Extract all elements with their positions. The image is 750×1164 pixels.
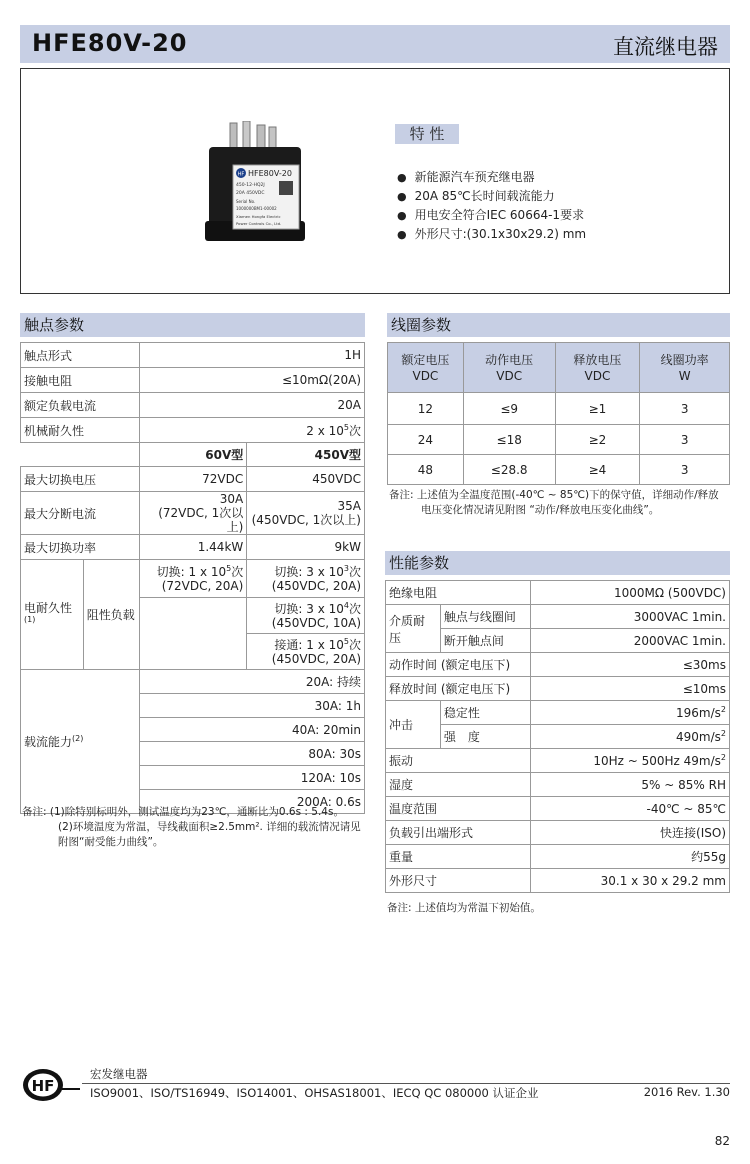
table-row: 最大分断电流 30A (72VDC, 1次以上) 35A (450VDC, 1次以上) <box>21 492 365 535</box>
table-row: 40A: 20min <box>21 718 365 742</box>
table-row: 切换: 3 x $10^4$次 (450VDC, 10A) <box>21 598 365 634</box>
table-row: 温度范围 -40℃ ~ 85℃ <box>386 797 730 821</box>
relay-label-model: HFE80V-20 <box>248 169 292 178</box>
model-title: HFE80V-20 <box>32 29 188 57</box>
table-row: 12 ≤9 ≥1 3 <box>388 393 730 425</box>
relay-label-maker: Xiamen Hongfa Electric <box>236 214 281 219</box>
table-row: 重量 约55g <box>386 845 730 869</box>
table-row: 24 ≤18 ≥2 3 <box>388 425 730 455</box>
table-row: 振动 10Hz ~ 500Hz $49m/s^2$ <box>386 749 730 773</box>
table-row: 绝缘电阻 1000MΩ (500VDC) <box>386 581 730 605</box>
product-type: 直流继电器 <box>613 35 718 59</box>
table-row: 120A: 10s <box>21 766 365 790</box>
relay-label-serial: Serial No. <box>236 199 256 204</box>
performance-section-title: 性能参数 <box>385 551 730 575</box>
table-row: 80A: 30s <box>21 742 365 766</box>
table-row: 接通: 1 x $10^5$次 (450VDC, 20A) <box>21 634 365 670</box>
table-row: 额定负载电流 20A <box>21 393 365 418</box>
table-row: 200A: 0.6s <box>21 790 365 814</box>
table-row: 释放时间 (额定电压下) ≤10ms <box>386 677 730 701</box>
relay-product-image <box>205 121 310 249</box>
table-row: 48 ≤28.8 ≥4 3 <box>388 455 730 485</box>
table-row: 最大切换功率 1.44kW 9kW <box>21 535 365 560</box>
relay-label-maker-2: Power Controls Co., Ltd. <box>236 221 282 226</box>
relay-label-serial-no: 1000000BM1-00002 <box>236 206 277 211</box>
contact-table <box>20 342 365 814</box>
footer-divider <box>82 1083 730 1084</box>
table-row: 介质耐压 触点与线圈间 3000VAC 1min. <box>386 605 730 629</box>
table-row: 冲击 稳定性 $196m/s^2$ <box>386 701 730 725</box>
table-row: 负载引出端形式 快连接(ISO) <box>386 821 730 845</box>
type-60v-header: 60V型 <box>139 443 247 467</box>
header-bar <box>20 25 730 63</box>
table-row: 动作时间 (额定电压下) ≤30ms <box>386 653 730 677</box>
coil-section-title: 线圈参数 <box>387 313 730 337</box>
coil-notes: 备注: 上述值为全温度范围(-40℃ ~ 85℃)下的保守值，详细动作/释放 电压变化情况请见附图 “动作/释放电压变化曲线”。 <box>389 489 719 516</box>
revision: 2016 Rev. 1.30 <box>643 1085 730 1099</box>
table-row: 电耐久性$^{(1)}$ 阻性负载 切换: 1 x $10^5$次 (72VDC, 20A) 切换: 3 x $10^3$次 (450VDC, 20A) <box>21 560 365 598</box>
table-row: 湿度 5% ~ 85% RH <box>386 773 730 797</box>
table-row: 机械耐久性 2 x $10^5$次 <box>21 418 365 443</box>
table-row: 30A: 1h <box>21 694 365 718</box>
table-row: 触点形式 1H <box>21 343 365 368</box>
features-list <box>397 168 586 244</box>
table-row: 断开触点间 2000VAC 1min. <box>386 629 730 653</box>
page-number: 82 <box>714 1134 730 1148</box>
feature-item: ● 20A 85℃长时间载流能力 <box>397 187 586 206</box>
table-row: 外形尺寸 30.1 x 30 x 29.2 mm <box>386 869 730 893</box>
certifications: ISO9001、ISO/TS16949、ISO14001、OHSAS18001、IECQ QC 080000 认证企业 <box>90 1086 539 1100</box>
company-name: 宏发继电器 <box>90 1067 148 1081</box>
table-row: 强 度 $490m/s^2$ <box>386 725 730 749</box>
qr-code-icon <box>279 181 293 195</box>
type-450v-header: 450V型 <box>247 443 365 467</box>
logo-text: HF <box>31 1077 55 1095</box>
relay-brand-mark: HF <box>237 171 245 178</box>
table-row: 最大切换电压 72VDC 450VDC <box>21 467 365 492</box>
feature-box <box>20 68 730 294</box>
features-title: 特 性 <box>395 124 459 144</box>
hongfa-logo-icon <box>22 1068 80 1102</box>
table-header-row: 额定电压 VDC 动作电压 VDC 释放电压 VDC 线圈功率 W <box>388 343 730 393</box>
table-row <box>21 443 365 467</box>
performance-note: 备注: 上述值均为常温下初始值。 <box>387 902 541 914</box>
table-row: 载流能力$^{(2)}$ 20A: 持续 <box>21 670 365 694</box>
performance-table <box>385 580 730 893</box>
feature-item: ● 新能源汽车预充继电器 <box>397 168 586 187</box>
feature-item: ● 用电安全符合IEC 60664-1要求 <box>397 206 586 225</box>
relay-label-code: 450-12-HQ2J <box>236 183 265 188</box>
feature-item: ● 外形尺寸:(30.1x30x29.2) mm <box>397 225 586 244</box>
relay-label-rating: 20A 450VDC <box>236 191 265 196</box>
table-row: 接触电阻 ≤10mΩ(20A) <box>21 368 365 393</box>
contact-notes: 备注: (1)除特别标明外，测试温度均为23℃，通断比为0.6s : 5.4s。 (2)环境温度为常温，导线截面积≥2.5mm². 详细的载流情况请见 附图“耐受能力曲线”。 <box>22 806 361 848</box>
coil-table <box>387 342 730 485</box>
contact-section-title: 触点参数 <box>20 313 365 337</box>
